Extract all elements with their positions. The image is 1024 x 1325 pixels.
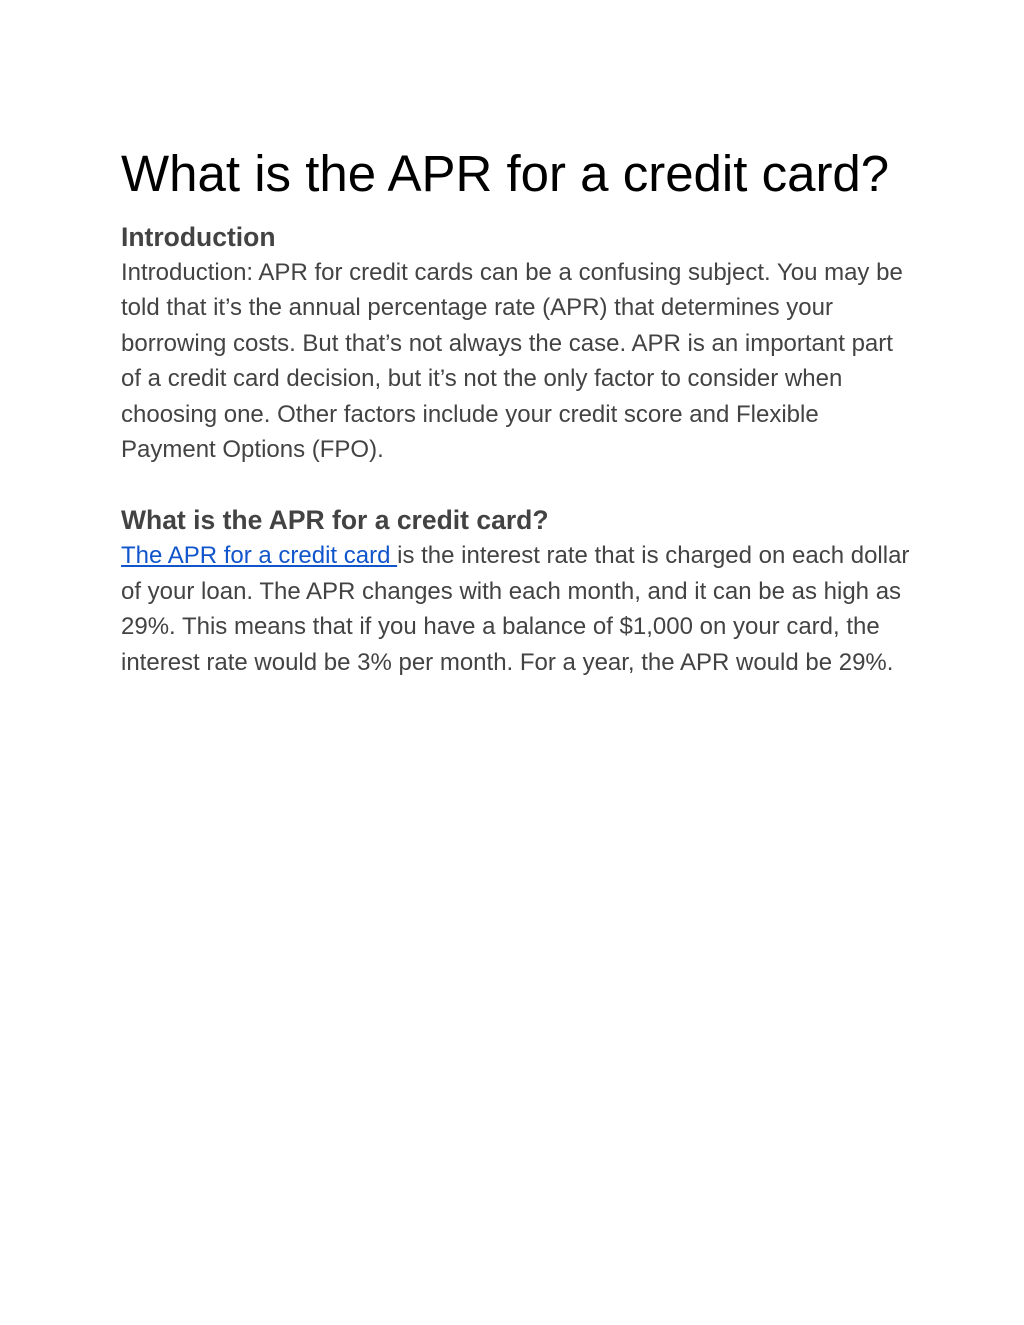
- document-page: [121, 140, 911, 680]
- document-title: What is the APR for a credit card?: [121, 145, 890, 202]
- apr-section: [121, 502, 911, 680]
- apr-heading: What is the APR for a credit card?: [121, 505, 549, 536]
- introduction-section: [121, 219, 911, 467]
- introduction-paragraph: Introduction: APR for credit cards can be a confusing subject. You may be told that it’s the annual percentage rate (APR) that determines your borrowing costs. But that’s not always the case. APR is an important part of a credit card decision, but it’s not the only factor to consider when choosing one. Other factors include your credit score and Flexible Payment Options (FPO).: [121, 259, 903, 464]
- apr-link[interactable]: The APR for a credit card: [121, 542, 398, 570]
- apr-paragraph-text: is the interest rate that is charged on each dollar of your loan. The APR changes with each month, and it can be as high as 29%. This means that if you have a balance of $1,000 on your card, the interest rate would be 3% per month. For a year, the APR would be 29%.: [121, 542, 910, 676]
- introduction-heading: Introduction: [121, 222, 276, 252]
- apr-paragraph: [121, 538, 911, 680]
